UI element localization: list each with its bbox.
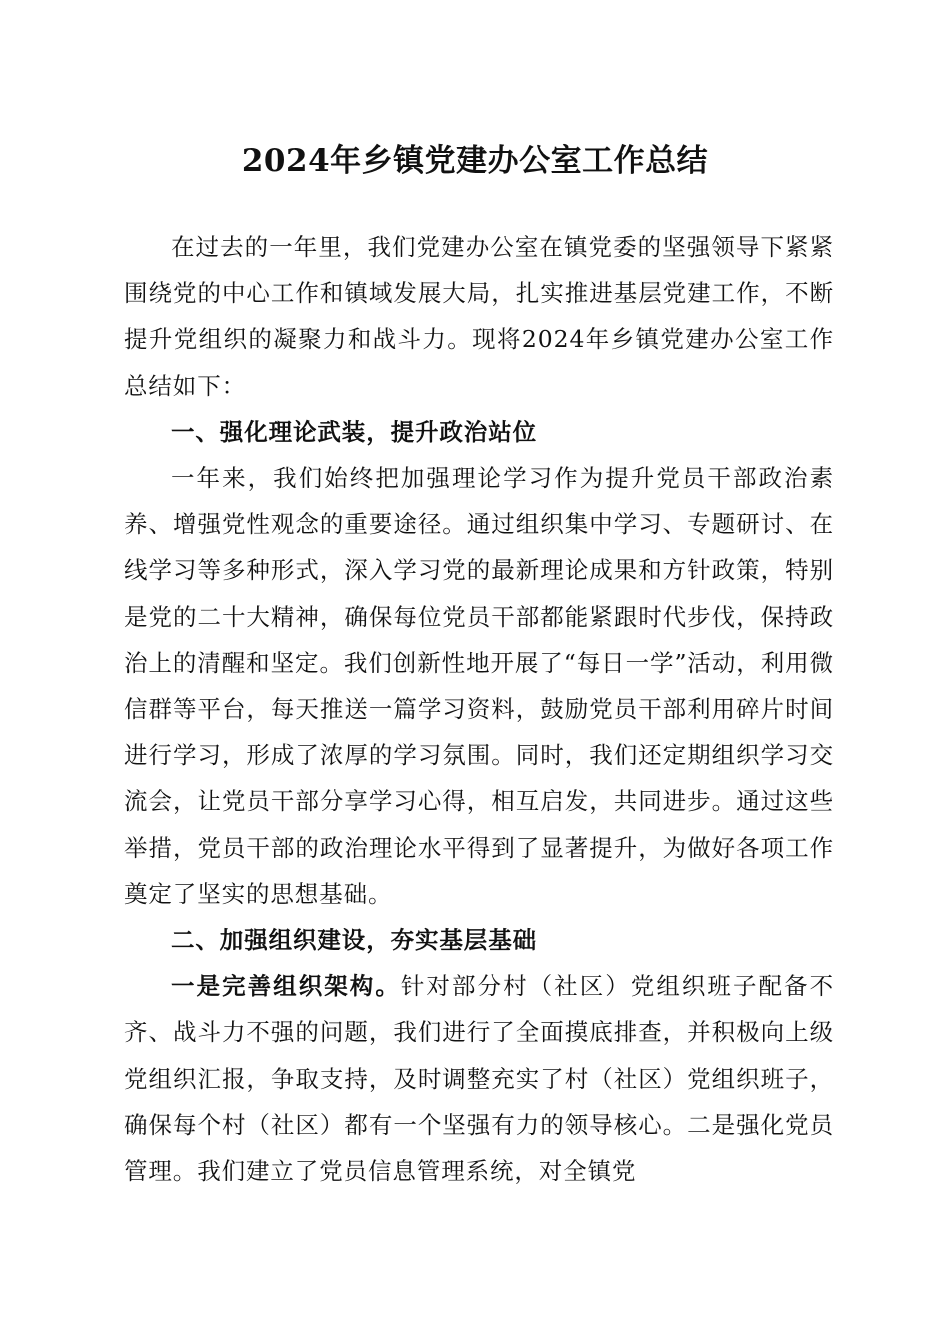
section-paragraph-2-text: 针对部分村（社区）党组织班子配备不齐、战斗力不强的问题，我们进行了全面摸底排查，并积极向上级党组织汇报，争取支持，及时调整充实了村（社区）党组织班子，确保每个村（社区）都有一个坚强有力的领导核心。二是强化党员管理。我们建立了党员信息管理系统，对全镇党: [124, 972, 834, 1186]
intro-paragraph: 在过去的一年里，我们党建办公室在镇党委的坚强领导下紧紧围绕党的中心工作和镇域发展大局，扎实推进基层党建工作，不断提升党组织的凝聚力和战斗力。现将2024年乡镇党建办公室工作总结如下：: [124, 233, 834, 400]
section-lead-text: 一是完善组织架构。: [171, 972, 401, 1001]
section-paragraph-1: 一年来，我们始终把加强理论学习作为提升党员干部政治素养、增强党性观念的重要途径。通过组织集中学习、专题研讨、在线学习等多种形式，深入学习党的最新理论成果和方针政策，特别是党的二十大精神，确保每位党员干部都能紧跟时代步伐，保持政治上的清醒和坚定。我们创新性地开展了“每日一学”活动，利用微信群等平台，每天推送一篇学习资料，鼓励党员干部利用碎片时间进行学习，形成了浓厚的学习氛围。同时，我们还定期组织学习交流会，让党员干部分享学习心得，相互启发，共同进步。通过这些举措，党员干部的政治理论水平得到了显著提升，为做好各项工作奠定了坚实的思想基础。: [124, 464, 834, 908]
document-body: [124, 224, 834, 1194]
document-title: 2024年乡镇党建办公室工作总结: [241, 143, 709, 179]
section-paragraph-2: [124, 963, 834, 1194]
section-heading-2: 二、加强组织建设，夯实基层基础: [171, 926, 537, 955]
section-heading-1: 一、强化理论武装，提升政治站位: [171, 417, 537, 446]
